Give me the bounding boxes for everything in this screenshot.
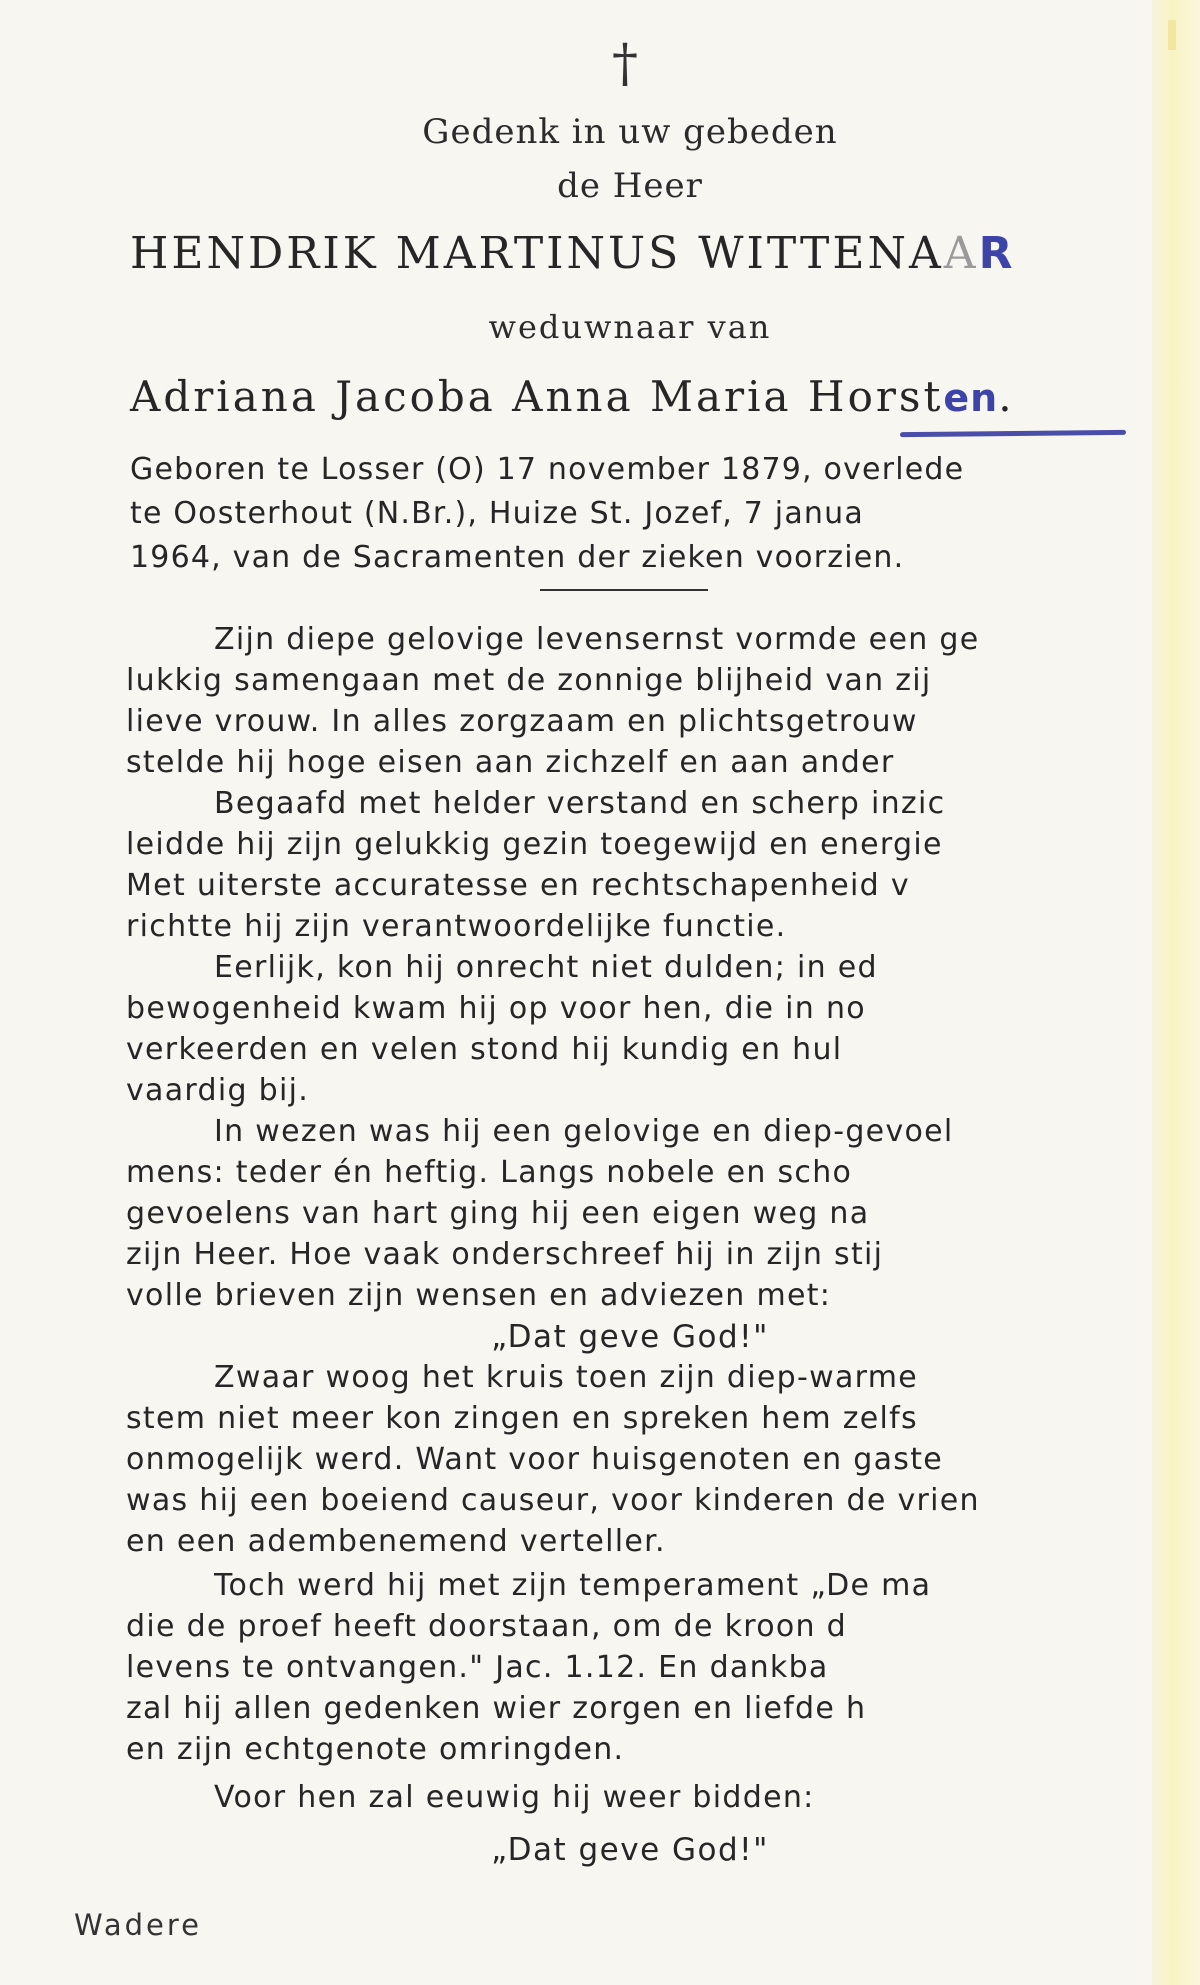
body-line: onmogelijk werd. Want voor huisgenoten en gaste	[126, 1442, 944, 1477]
body-line: bewogenheid kwam hij op voor hen, die in no	[126, 991, 866, 1026]
body-line: zal hij allen gedenken wier zorgen en liefde h	[126, 1691, 867, 1726]
body-line: levens te ontvangen." Jac. 1.12. En dankba	[126, 1650, 829, 1685]
body-line: was hij een boeiend causeur, voor kinderen de vrien	[126, 1483, 980, 1518]
body-line: richtte hij zijn verantwoordelijke functie.	[126, 909, 787, 944]
handwritten-suffix-en: en	[943, 376, 999, 420]
body-line: lukkig samengaan met de zonnige blijheid van zij	[126, 663, 932, 698]
cross-icon: †	[612, 34, 638, 94]
body-line: en zijn echtgenote omringden.	[126, 1732, 625, 1767]
body-line: Zwaar woog het kruis toen zijn diep-warme	[214, 1360, 919, 1395]
body-line: Begaafd met helder verstand en scherp inzic	[214, 786, 946, 821]
body-line: lieve vrouw. In alles zorgzaam en plichtsgetrouw	[126, 704, 918, 739]
body-line: verkeerden en velen stond hij kundig en hul	[126, 1032, 843, 1067]
handwritten-letter-r: R	[978, 228, 1013, 279]
closing-line: Voor hen zal eeuwig hij weer bidden:	[214, 1780, 815, 1815]
body-line: vaardig bij.	[126, 1073, 310, 1108]
yellowed-paper-edge	[1152, 0, 1200, 1985]
deceased-name	[130, 228, 1130, 279]
closing-quote: „Dat geve God!"	[491, 1832, 769, 1868]
body-line: Zijn diepe gelovige levensernst vormde een ge	[214, 622, 980, 657]
body-line: stelde hij hoge eisen aan zichzelf en aan ander	[126, 745, 895, 780]
divider	[540, 589, 708, 591]
body-line: gevoelens van hart ging hij een eigen weg na	[126, 1196, 870, 1231]
birth-line-2: te Oosterhout (N.Br.), Huize St. Jozef, 7 janua	[130, 496, 864, 531]
body-line: volle brieven zijn wensen en adviezen met:	[126, 1278, 832, 1313]
quote-line: „Dat geve God!"	[491, 1319, 769, 1355]
widower-line: weduwnaar van	[488, 308, 772, 346]
birth-line-3: 1964, van de Sacramenten der zieken voorzien.	[130, 540, 905, 575]
deceased-name-faded-letter: A	[943, 228, 979, 279]
intro-line-2: de Heer	[557, 166, 703, 206]
spouse-name-print: Adriana Jacoba Anna Maria Horst	[130, 372, 944, 421]
body-line: mens: teder én heftig. Langs nobele en scho	[126, 1155, 853, 1190]
body-line: In wezen was hij een gelovige en diep-gevoel	[214, 1114, 954, 1149]
spouse-name-period: .	[998, 372, 1015, 421]
body-line: leidde hij zijn gelukkig gezin toegewijd en energie	[126, 827, 943, 862]
printer-name: Wadere	[74, 1908, 202, 1942]
intro-line-1: Gedenk in uw gebeden	[422, 112, 838, 152]
body-line: zijn Heer. Hoe vaak onderschreef hij in zijn stij	[126, 1237, 884, 1272]
spouse-name	[130, 372, 1130, 421]
paper-mark	[1168, 20, 1176, 50]
deceased-name-print: HENDRIK MARTINUS WITTENA	[130, 228, 944, 279]
birth-line-1: Geboren te Losser (O) 17 november 1879, overlede	[130, 452, 965, 487]
body-line: die de proef heeft doorstaan, om de kroon d	[126, 1609, 848, 1644]
body-line: Eerlijk, kon hij onrecht niet dulden; in ed	[214, 950, 878, 985]
body-line: Toch werd hij met zijn temperament „De ma	[214, 1568, 932, 1603]
body-line: Met uiterste accuratesse en rechtschapenheid v	[126, 868, 910, 903]
body-line: en een adembenemend verteller.	[126, 1524, 666, 1559]
body-line: stem niet meer kon zingen en spreken hem zelfs	[126, 1401, 918, 1436]
